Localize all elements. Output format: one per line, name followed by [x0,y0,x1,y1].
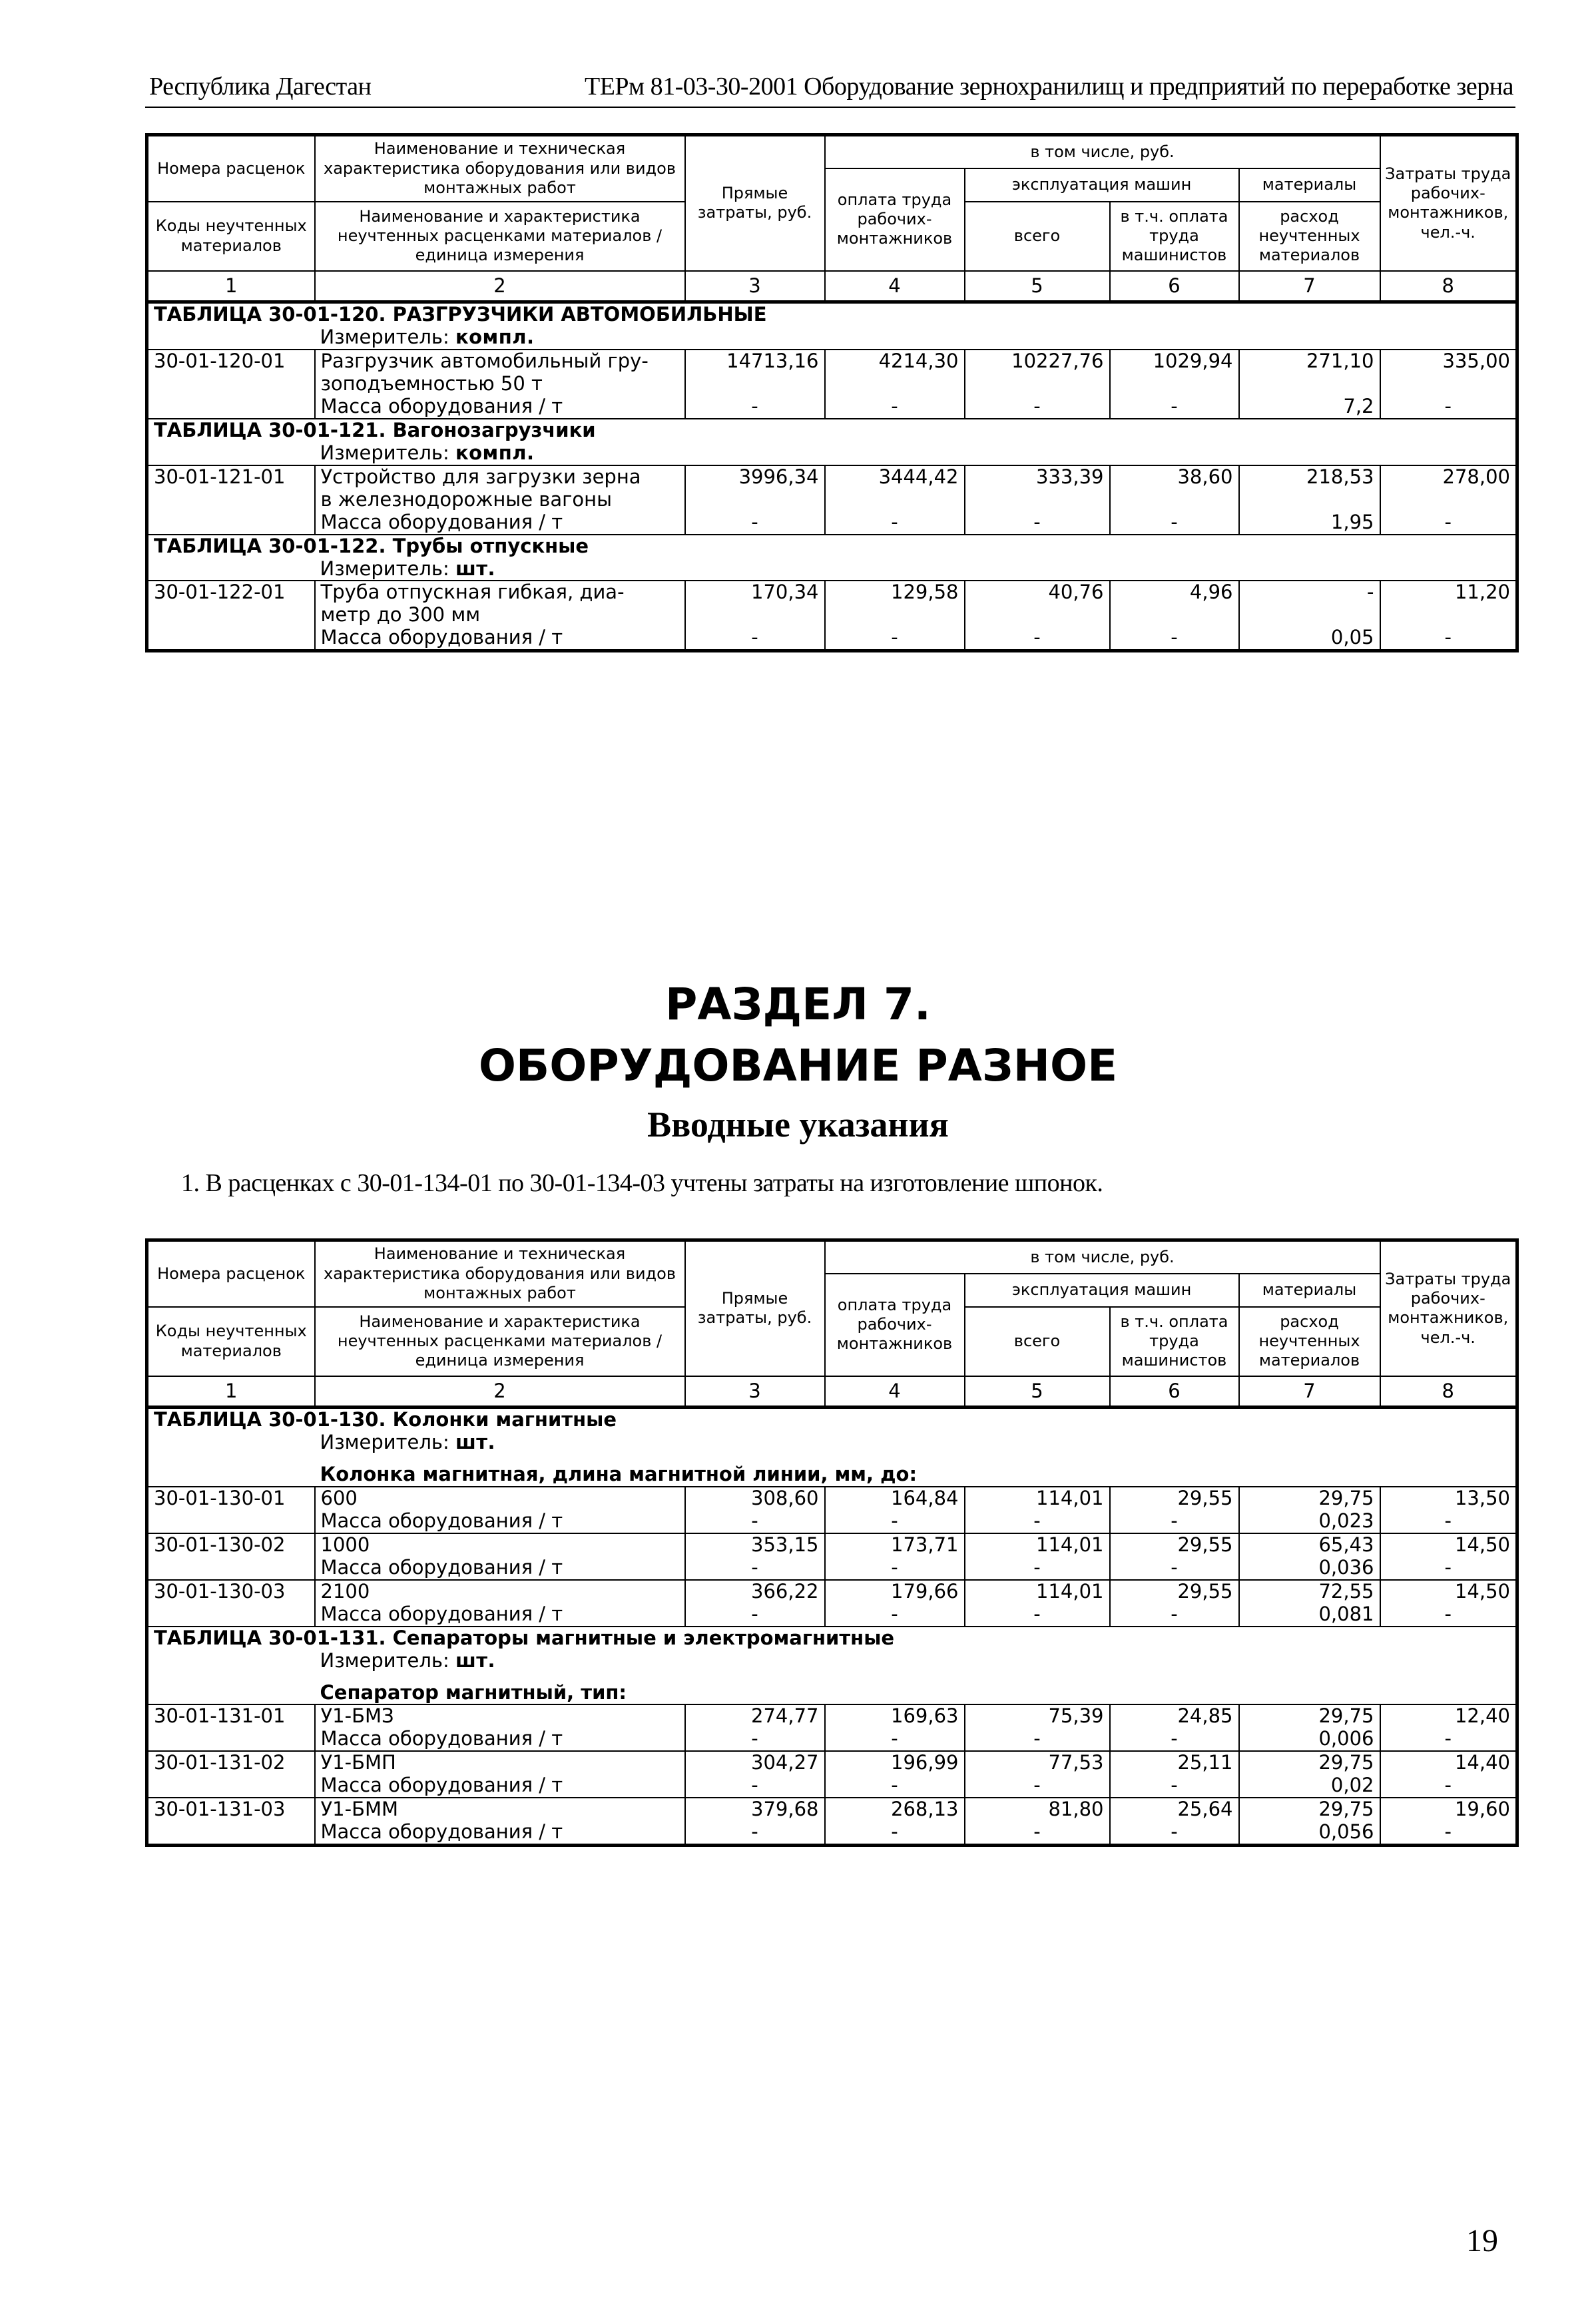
col-head-labor: Затраты труда рабочих-монтажников, чел.-ч. [1380,1240,1517,1376]
rate-code: 30-01-130-01 [147,1487,315,1510]
table-title: ТАБЛИЦА 30-01-121. Вагонозагрузчики [147,419,1517,442]
meter: Измеритель: компл. [320,326,535,349]
mass-label: Масса оборудования / т [315,1821,685,1845]
col-head-rate-numbers: Номера расценок [147,1240,315,1307]
rates-table-part-2 [145,1238,1519,1847]
mass-row: Масса оборудования / т - - - - 0,02 - [147,1774,1517,1798]
col-head-rate-numbers: Номера расценок [147,135,315,202]
rate-name: 600 [315,1487,685,1510]
table-row: 30-01-131-03 У1-БММ 379,68 268,13 81,80 25,64 29,75 19,60 [147,1798,1517,1821]
col-head-material-name: Наименование и характеристика неучтенных расценками материалов / единица измерения [315,1307,685,1376]
table-row: 30-01-131-01 У1-БМЗ 274,77 169,63 75,39 24,85 29,75 12,40 [147,1704,1517,1728]
table-row: 30-01-131-02 У1-БМП 304,27 196,99 77,53 25,11 29,75 14,40 [147,1751,1517,1774]
mass-row: Масса оборудования / т - - - - 0,006 - [147,1728,1517,1751]
rate-name: У1-БММ [315,1798,685,1821]
section-subtitle: Вводные указания [647,1105,949,1145]
rate-code: 30-01-131-02 [147,1751,315,1774]
rate-code: 30-01-120-01 [147,350,315,373]
col-head-name: Наименование и техническая характеристика оборудования или видов монтажных работ [315,135,685,202]
table-30-01-130-rows [147,1487,1517,1627]
rate-code: 30-01-131-03 [147,1798,315,1821]
column-headers [147,1240,1517,1407]
page-number: 19 [1466,2223,1498,2258]
col-head-material-name: Наименование и характеристика неучтенных расценками материалов / единица измерения [315,202,685,271]
col-head-materials: материалы [1239,1274,1380,1307]
rate-code: 30-01-130-03 [147,1580,315,1603]
column-headers [147,135,1517,302]
mass-label: Масса оборудования / т [315,1603,685,1627]
meter: Измеритель: шт. [320,557,496,580]
col-head-operator-pay: в т.ч. оплата труда машинистов [1110,202,1239,271]
rates-table-part-1 [145,133,1519,652]
rate-code: 30-01-122-01 [147,581,315,604]
section-title: ОБОРУДОВАНИЕ РАЗНОЕ [478,1040,1118,1091]
meter: Измеритель: шт. [320,1431,496,1454]
col-head-worker-pay: оплата труда рабочих-монтажников [825,168,965,271]
col-head-machines-total: всего [965,1307,1110,1376]
rate-name: 1000 [315,1533,685,1557]
table-title: ТАБЛИЦА 30-01-131. Сепараторы магнитные и электромагнитные [147,1627,1517,1650]
mass-label: Масса оборудования / т [315,627,685,650]
col-head-machines: эксплуатация машин [965,168,1239,202]
table-row: 30-01-130-03 2100 366,22 179,66 114,01 29,55 72,55 14,50 [147,1580,1517,1603]
rate-code: 30-01-131-01 [147,1704,315,1728]
rate-name: Разгрузчик автомобильный гру- [315,350,685,373]
mass-label: Масса оборудования / т [315,1774,685,1798]
col-head-material-codes: Коды неучтенных материалов [147,1307,315,1376]
rate-code: 30-01-130-02 [147,1533,315,1557]
rate-name: У1-БМЗ [315,1704,685,1728]
mass-label: Масса оборудования / т [315,1557,685,1580]
col-head-materials: материалы [1239,168,1380,202]
rate-name: Устройство для загрузки зерна [315,465,685,489]
mass-row: Масса оборудования / т - - - - 0,036 - [147,1557,1517,1580]
table-row: 30-01-130-01 600 308,60 164,84 114,01 29,55 29,75 13,50 [147,1487,1517,1510]
table-30-01-130 [147,1407,1517,1487]
col-head-material-codes: Коды неучтенных материалов [147,202,315,271]
table-30-01-131-rows [147,1704,1517,1845]
mass-label: Масса оборудования / т [315,395,685,419]
col-head-name: Наименование и техническая характеристика оборудования или видов монтажных работ [315,1240,685,1307]
table-title: ТАБЛИЦА 30-01-120. РАЗГРУЗЧИКИ АВТОМОБИЛЬНЫЕ [154,303,767,326]
col-head-labor: Затраты труда рабочих-монтажников, чел.-ч. [1380,135,1517,271]
col-head-including: в том числе, руб. [825,1240,1380,1274]
table-title: ТАБЛИЦА 30-01-130. Колонки магнитные [154,1408,617,1431]
meter: Измеритель: шт. [320,1649,496,1672]
table-title: ТАБЛИЦА 30-01-122. Трубы отпускные [147,535,1517,558]
header-document-title: ТЕРм 81-03-30-2001 Оборудование зернохранилищ и предприятий по переработке зерна [585,73,1513,101]
col-head-worker-pay: оплата труда рабочих-монтажников [825,1274,965,1376]
group-subheading: Колонка магнитная, длина магнитной линии, мм, до: [320,1463,918,1486]
column-numbers: 1 2 3 4 5 6 7 8 [147,1376,1517,1407]
rate-name: Труба отпускная гибкая, диа- [315,581,685,604]
rate-name: У1-БМП [315,1751,685,1774]
meter: Измеритель: компл. [320,441,535,464]
mass-label: Масса оборудования / т [315,1728,685,1751]
mass-label: Масса оборудования / т [315,1510,685,1533]
header-region: Республика Дагестан [149,73,372,101]
rate-name: 2100 [315,1580,685,1603]
intro-note: 1. В расценках с 30-01-134-01 по 30-01-134-03 учтены затраты на изготовление шпонок. [181,1169,1103,1197]
col-head-machines-total: всего [965,202,1110,271]
header-rule [145,107,1515,108]
mass-label: Масса оборудования / т [315,511,685,535]
table-row: 30-01-130-02 1000 353,15 173,71 114,01 29,55 65,43 14,50 [147,1533,1517,1557]
col-head-including: в том числе, руб. [825,135,1380,168]
col-head-direct-costs: Прямые затраты, руб. [685,135,825,271]
col-head-direct-costs: Прямые затраты, руб. [685,1240,825,1376]
col-head-machines: эксплуатация машин [965,1274,1239,1307]
section-number: РАЗДЕЛ 7. [665,979,931,1030]
mass-row: Масса оборудования / т - - - - 0,081 - [147,1603,1517,1627]
table-30-01-120: ТАБЛИЦА 30-01-120. РАЗГРУЗЧИКИ АВТОМОБИЛЬНЫЕ Измеритель: компл. 30-01-120-01 Разгрузчик автомобильный гру- 14713,16 4214,30 10227,76 1029,94 271,10 335,00 зоподъемностью 50 т Масса оборудования / т - - - - 7,2 - [147,302,1517,419]
table-30-01-131 [147,1627,1517,1705]
rate-code: 30-01-121-01 [147,465,315,489]
col-head-material-usage: расход неучтенных материалов [1239,202,1380,271]
table-30-01-122: ТАБЛИЦА 30-01-122. Трубы отпускные Измеритель: шт. 30-01-122-01 Труба отпускная гибкая, диа- 170,34 129,58 40,76 4,96 - 11,20 метр до 300 мм Масса оборудования / т - - - - 0,05 - [147,535,1517,651]
mass-row: Масса оборудования / т - - - - 0,056 - [147,1821,1517,1845]
col-head-operator-pay: в т.ч. оплата труда машинистов [1110,1307,1239,1376]
col-head-material-usage: расход неучтенных материалов [1239,1307,1380,1376]
group-subheading: Сепаратор магнитный, тип: [320,1680,627,1704]
mass-row: Масса оборудования / т - - - - 0,023 - [147,1510,1517,1533]
table-30-01-121: ТАБЛИЦА 30-01-121. Вагонозагрузчики Измеритель: компл. 30-01-121-01 Устройство для загрузки зерна 3996,34 3444,42 333,39 38,60 218,53 278,00 в железнодорожные вагоны Масса оборудования / т - - - - 1,95 - [147,419,1517,535]
column-numbers: 1 2 3 4 5 6 7 8 [147,271,1517,302]
